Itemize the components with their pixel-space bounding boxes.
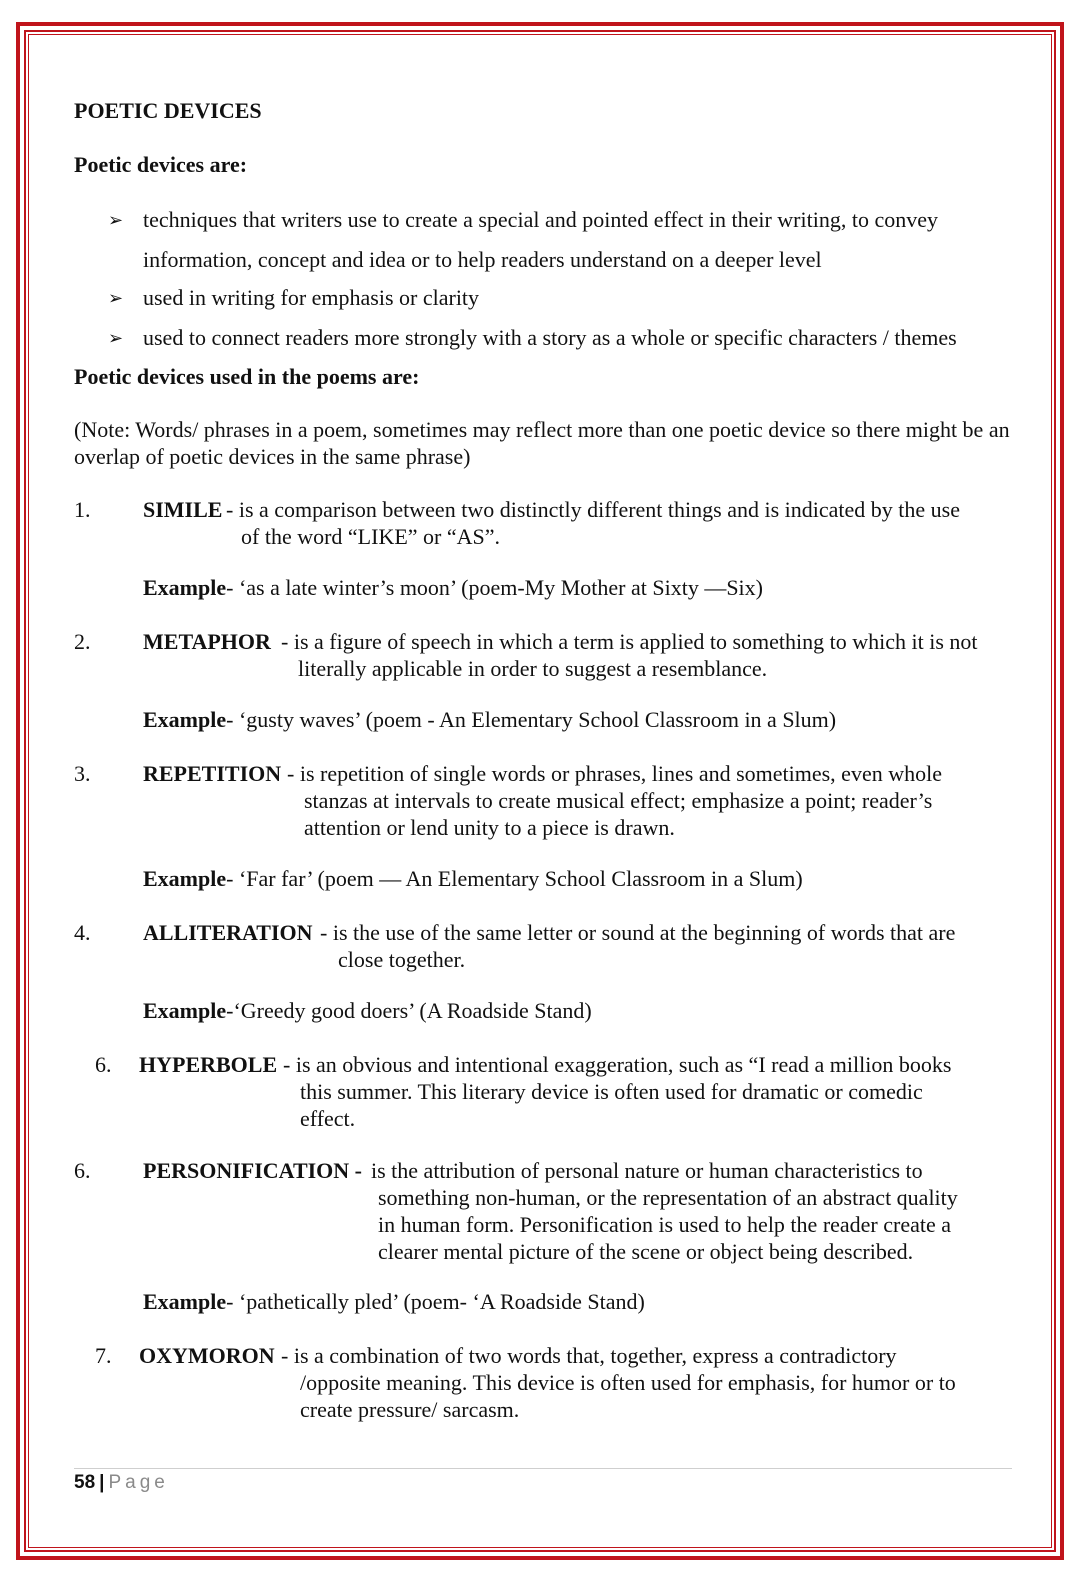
device-number: 7. <box>95 1343 112 1368</box>
device-number: 6. <box>74 1158 91 1183</box>
device-definition-line: - is the use of the same letter or sound at the beginning of words that are <box>320 920 956 945</box>
device-definition-line: - is a comparison between two distinctly different things and is indicated by the use <box>226 497 960 522</box>
device-definition-line: of the word “LIKE” or “AS”. <box>241 524 501 549</box>
page-footer <box>74 1472 169 1494</box>
device-definition-line: stanzas at intervals to create musical effect; emphasize a point; reader’s <box>304 788 933 813</box>
device-definition-line: create pressure/ sarcasm. <box>300 1397 520 1422</box>
example-label: Example <box>143 575 227 600</box>
device-number: 1. <box>74 497 91 522</box>
used-heading: Poetic devices used in the poems are: <box>74 364 420 389</box>
device-example <box>143 707 836 733</box>
device-definition-line: /opposite meaning. This device is often used for emphasis, for humor or to <box>300 1370 956 1395</box>
device-definition-line: effect. <box>300 1106 356 1131</box>
example-text: - ‘as a late winter’s moon’ (poem-My Mother at Sixty —Six) <box>226 575 763 600</box>
example-text: - ‘gusty waves’ (poem - An Elementary School Classroom in a Slum) <box>226 707 837 732</box>
device-term: REPETITION <box>143 761 282 786</box>
device-definition-line: - is an obvious and intentional exaggeration, such as “I read a million books <box>283 1052 952 1077</box>
device-definition-line: close together. <box>338 947 466 972</box>
example-label: Example <box>143 998 227 1023</box>
device-definition-line: clearer mental picture of the scene or object being described. <box>378 1239 914 1264</box>
device-definition-line: something non-human, or the representation of an abstract quality <box>378 1185 958 1210</box>
bullet-text: techniques that writers use to create a special and pointed effect in their writing, to convey <box>143 207 938 232</box>
example-label: Example <box>143 866 227 891</box>
device-example <box>143 866 803 892</box>
example-label: Example <box>143 707 227 732</box>
device-definition-line: - is repetition of single words or phrases, lines and sometimes, even whole <box>287 761 942 786</box>
device-definition-line: in human form. Personification is used to help the reader create a <box>378 1212 952 1237</box>
device-number: 3. <box>74 761 91 786</box>
device-number: 2. <box>74 629 91 654</box>
page-label: Page <box>108 1472 169 1493</box>
device-definition-line: - is a combination of two words that, together, express a contradictory <box>281 1343 897 1368</box>
device-term: ALLITERATION <box>143 920 313 945</box>
device-example <box>143 1289 645 1315</box>
arrow-bullet-icon: ➢ <box>108 210 124 230</box>
page-title: POETIC DEVICES <box>74 98 262 123</box>
footer-separator: | <box>99 1472 105 1493</box>
device-number: 6. <box>95 1052 112 1077</box>
device-example <box>143 998 592 1024</box>
device-definition-line: literally applicable in order to suggest a resemblance. <box>298 656 768 681</box>
device-example <box>143 575 763 601</box>
intro-heading: Poetic devices are: <box>74 152 248 177</box>
device-term: METAPHOR <box>143 629 271 654</box>
arrow-bullet-icon: ➢ <box>108 328 124 348</box>
bullet-text: information, concept and idea or to help readers understand on a deeper level <box>143 247 822 272</box>
arrow-bullet-icon: ➢ <box>108 288 124 308</box>
footer-divider <box>74 1468 1012 1469</box>
example-text: - ‘Far far’ (poem — An Elementary School Classroom in a Slum) <box>226 866 803 891</box>
device-definition-line: is the attribution of personal nature or human characteristics to <box>371 1158 923 1183</box>
device-term: HYPERBOLE <box>139 1052 278 1077</box>
example-text: -‘Greedy good doers’ (A Roadside Stand) <box>226 998 592 1023</box>
page-number: 58 <box>74 1472 96 1493</box>
example-label: Example <box>143 1289 227 1314</box>
note-paragraph: (Note: Words/ phrases in a poem, sometimes may reflect more than one poetic device so there might be an overlap of poetic devices in the same phrase) <box>74 417 1010 469</box>
bullet-text: used to connect readers more strongly with a story as a whole or specific characters / themes <box>143 325 957 350</box>
device-term: OXYMORON <box>139 1343 275 1368</box>
device-term: PERSONIFICATION - <box>143 1158 363 1183</box>
device-term: SIMILE <box>143 497 223 522</box>
device-number: 4. <box>74 920 91 945</box>
device-definition-line: attention or lend unity to a piece is drawn. <box>304 815 675 840</box>
device-definition-line: - is a figure of speech in which a term is applied to something to which it is not <box>281 629 978 654</box>
example-text: - ‘pathetically pled’ (poem- ‘A Roadside Stand) <box>226 1289 645 1314</box>
device-definition-line: this summer. This literary device is often used for dramatic or comedic <box>300 1079 923 1104</box>
bullet-text: used in writing for emphasis or clarity <box>143 285 480 310</box>
